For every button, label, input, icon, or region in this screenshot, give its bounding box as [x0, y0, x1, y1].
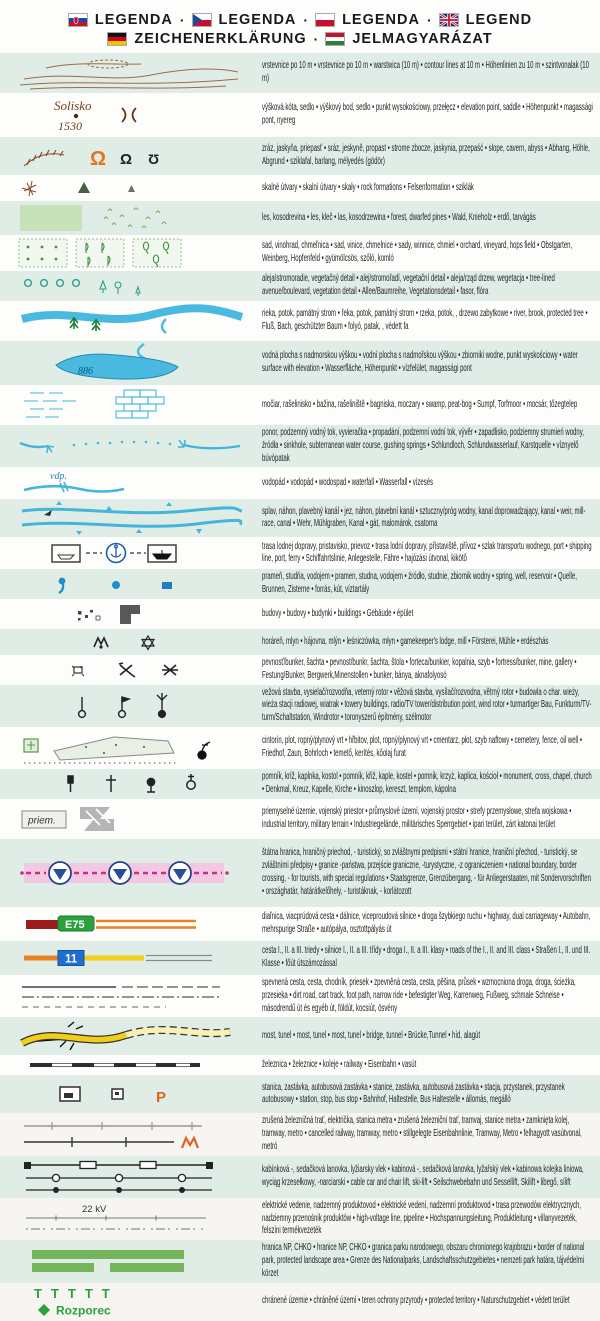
legend-row	[0, 1055, 600, 1075]
dirt-road-icon	[16, 980, 246, 1012]
legend-text: most, tunel • most, tunel • most, tunel • bridge, tunnel • Brücke,Tunnel • híd, alagút	[262, 1029, 481, 1041]
legend-text: rieka, potok, pamätný strom • řeka, potok, památný strom • rzeka, potok, , drzewo zabytkowe • river, brook, protected tree • Fluß, Bach, geschützter Baum • folyó, patak, , védett fa	[262, 308, 588, 332]
legend-rows	[0, 53, 600, 1321]
flag-slovakia-icon	[68, 13, 88, 27]
legend-row	[0, 1240, 600, 1282]
svg-text:Rozporec: Rozporec	[56, 1303, 111, 1318]
legend-row	[0, 1113, 600, 1155]
svg-text:Ω: Ω	[90, 148, 107, 170]
svg-text:Solisko: Solisko	[54, 98, 92, 113]
svg-text:Ʊ: Ʊ	[148, 151, 160, 167]
legend-row	[0, 537, 600, 569]
legend-text: vodná plocha s nadmorskou výškou • vodní plocha s nadmořskou výškou • zbiorniki wodne, punkt wyskościowy • water surface with elevation • Wasserfläche, Höhenpunkt • vízfelület, magassági pont	[262, 350, 578, 374]
cemetery-oilwell-icon	[16, 729, 246, 767]
legend-text: diaľnica, viacprúdová cesta • dálnice, viceproudová silnice • droga šzybkiego ruchu • highway, dual carriageway • Autobahn, mehrspurige Straße • autópálya, osztottpályás út	[262, 911, 591, 935]
legend-row	[0, 467, 600, 499]
legend-text: les, kosodrevina • les, kleč • las, kosodrzewina • forest, dwarfed pines • Wald, Knieholz • erdő, tarvágás	[262, 211, 536, 223]
water-surface-icon	[16, 343, 246, 383]
orchard-vineyard-icon	[16, 237, 246, 269]
legend-text: zráz, jaskyňa, priepasť • sráz, jeskyně, propast • strome zbocze, jaskynia, przepaść • slope, cavern, abyss • Abhang, Höhle, Abgrund • sziklafal, barlang, mélyedés (gödör)	[262, 143, 590, 167]
legend-text: ponor, podzemný vodný tok, vyvieračka • propadání, podzemní vodní tok, vývěr • zapadlisko, podziemny strumień wodny, źródła • sinkhole, subterranean water course, gushing springs • Schlundloch, Schlundwasserlauf, Karstquelle • víznyelő búvópatak	[262, 427, 584, 464]
legend-text: cesta I., II. a III. triedy • silnice I., II. a III. třídy • droga I., II. a III. klasy • roads of the I., II. and III. class • Straßen I., II. und III. Klasse • főút útszámozással	[262, 945, 591, 969]
buildings-icon	[16, 601, 246, 627]
legend-row	[0, 385, 600, 425]
legend-text: železnica • železnice • koleje • railway • Eisenbahn • vasút	[262, 1058, 417, 1070]
legend-row	[0, 769, 600, 799]
svg-text:22 kV: 22 kV	[82, 1203, 107, 1215]
forest-icon	[16, 203, 246, 233]
svg-text:1530: 1530	[58, 119, 82, 133]
industrial-military-icon	[16, 801, 246, 837]
svg-text:Ω: Ω	[120, 151, 133, 168]
contour-lines-icon	[16, 55, 246, 91]
legend-text: prameň, studňa, vodojem • pramen, studna, vodojem • źródło, studnie, zbiornik wodny • spring, well, reservoir • Quelle, Brunnen, Zisterne • forrás, kút, víztartály	[262, 571, 577, 596]
legend-row	[0, 629, 600, 655]
railway-icon	[16, 1057, 246, 1073]
legend-row	[0, 655, 600, 685]
svg-text:11: 11	[65, 953, 78, 966]
legend-text: priemyselné územie, vojenský priestor • průmyslové území, vojenský prostor • strefy przemysłowe, strefa wojskowa • industrial territory, military terrain • Industriegelände, militärisches Sperrgebiet • ipari terület, zárt katonai terület	[262, 806, 572, 830]
border-crossing-icon	[16, 841, 246, 905]
legend-text: elektrické vedenie, nadzemný produktovod • elektrické vedení, nadzemní produktovod • trasa przewodów elektrycznych, nadziemny przenośnik produktów • high-voltage line, pipeline • Hochspannungsleitung, Produktleitung • villanyvezeték, felszíni termékvezeték	[262, 1199, 582, 1237]
svg-text:vdp.: vdp.	[50, 471, 67, 483]
legend-row	[0, 975, 600, 1017]
legend-row	[0, 271, 600, 301]
legend-text: pomník, kríž, kaplnka, kostol • pomník, křiž, kaple, kostel • pomnik, krzyż, kaplica, kościoł • monument, cross, chapel, church • Denkmal, Kreuz, Kapelle, Kirche • kinoszlop, kereszt, templom, kápolna	[262, 771, 592, 795]
cablecar-icon	[16, 1158, 246, 1196]
legend-text: skalné útvary • skalní útvary • skały • rock formations • Felsenformation • sziklák	[262, 181, 474, 193]
station-icon	[16, 1077, 246, 1111]
highway-icon	[16, 909, 246, 939]
header-word: JELMAGYARÁZAT	[352, 31, 493, 47]
legend-row	[0, 1283, 600, 1321]
legend-row	[0, 839, 600, 907]
legend-text: cintorín, plot, ropný/plynový vrt • hřbitov, plot, ropný/plynový vrt • cmentarz, płot, szyb naftowy • cemetery, fence, oil well • Friedhof, Zaun, Bohrloch • temető, kerítés, kőolaj furat	[262, 735, 582, 759]
elevation-saddle-icon	[16, 95, 246, 135]
powerline-icon	[16, 1202, 246, 1236]
legend-row	[0, 907, 600, 941]
legend-text: kabínková -, sedačková lanovka, lyžiarsky vlek • kabinová -, sedačková lanovka, lyžařský vlek • kabinowa kolejka liniowa, wyciąg krzesełkowy, -narciarski • cable car and chair lift, ski-lift • Seilschwebebahn und Sessellift, Skilift • libegő, sílift	[262, 1163, 584, 1188]
legend-row	[0, 599, 600, 629]
rock-formations-icon	[16, 177, 246, 199]
flag-germany-icon	[107, 32, 127, 46]
protected-area-icon	[16, 1285, 246, 1319]
road-classes-icon	[16, 943, 246, 973]
legend-row	[0, 53, 600, 93]
swamp-icon	[16, 387, 246, 423]
legend-text: hranica NP, CHKO • hranice NP, CHKO • granica parku narodowego, obszaru chronionego krajobrazu • border of national park, protected landscape area • Grenze des Nationalparks, Landschaftsschutzgebietes • nemzeti park határa, tájvédelmi körzet	[262, 1242, 585, 1279]
legend-row	[0, 301, 600, 341]
legend-text: trasa lodnej dopravy, pristavisko, prievoz • trasa lodní dopravy, přístaviště, přívoz • szlak transportu wodnego, port • shipping line, port, ferry • Schiffahrtslinie, Anlegestelle, Fähre • hajózási útvonal, kikötő	[262, 540, 592, 565]
legend-row	[0, 1198, 600, 1240]
legend-row	[0, 799, 600, 839]
header-word: LEGEND	[465, 12, 533, 28]
legend-row	[0, 499, 600, 537]
legend-text: močiar, rašelinisko • bažina, rašeliniště • bagniska, moczary • swamp, peat-bog • Sumpf, Torfmoor • mocsár, tőzegtelep	[262, 398, 578, 410]
legend-row	[0, 175, 600, 201]
header-word: ZEICHENERKLÄRUNG	[134, 31, 307, 47]
legend-text: vodopád • vodopád • wodospad • waterfall • Wasserfall • vízesés	[262, 476, 434, 488]
header-line-2: ZEICHENERKLÄRUNG · JELMAGYARÁZAT	[0, 31, 600, 47]
bridge-tunnel-icon	[16, 1019, 246, 1053]
legend-row	[0, 727, 600, 769]
legend-text: vrstevnice po 10 m • vrstevnice po 10 m • warstwica (10 m) • contour lines at 10 m • Höhenlinien zu 10 m • szintvonalak (10 m)	[262, 60, 589, 84]
legend-text: aleja/stromoradie, vegetačný detail • alej/stromořadí, vegetační detail • aleja/rząd drzew, wegetacja • tree-lined avenue/boulevard, vegetation detail • Allee/Baumreihe, Vegetationsdetail • fasor, flóra	[262, 273, 555, 297]
svg-text:priem.: priem.	[28, 815, 56, 827]
tree-avenue-icon	[16, 273, 246, 299]
legend-text: štátna hranica, hraničný priechod, - turistický, so zvláštnymi predpismi • státní hranice, hraniční přechod, - turistický, se zvláštními předpisy • granice -państwa, przejście graniczne, -turystyczne, -z ograniczeniem • national boundary, border crossing, - for tourists, with special regulations • Staatsgrenze, Grenzübergang, - für Anliegerstaaten, mit Sondervorschriften • országhatár, határátkelőhely, - turistáknak, - korlátozott	[262, 847, 591, 897]
legend-row	[0, 1156, 600, 1198]
monument-church-icon	[16, 771, 246, 797]
waterfall-icon	[16, 469, 246, 497]
legend-text: budovy • budovy • budynki • buildings • Gebäude • épület	[262, 607, 414, 619]
legend-row	[0, 1017, 600, 1055]
spring-well-icon	[16, 573, 246, 595]
legend-row	[0, 201, 600, 235]
legend-text: výšková kóta, sedlo • výškový bod, sedlo • punkt wysokościowy, przełęcz • elevation point, saddle • Höhenpunkt • magassági pont, nyereg	[262, 102, 593, 126]
legend-row	[0, 941, 600, 975]
legend-header	[0, 0, 600, 53]
header-word: LEGENDA	[342, 12, 420, 28]
legend-row	[0, 137, 600, 175]
header-word: LEGENDA	[218, 12, 297, 28]
legend-text: zrušená železničná trať, električka, stanica metra • zrušená železniční trať, tramvaj, stanice metra • zamknięta kolej, tramway, metro • cancelled railway, tramway, metro • stillgelegte Eisenbahnlinie, Tramway, Metro • felhagyott vasútvonal, metró	[262, 1115, 582, 1152]
header-word: LEGENDA	[94, 12, 173, 28]
svg-text:TTTTT: TTTTT	[34, 1285, 119, 1301]
legend-row	[0, 425, 600, 467]
sinkhole-icon	[16, 431, 246, 461]
legend-text: splav, náhon, plavebný kanál • jez, náhon, plavební kanál • sztuczny/próg wodny, kanal doprowadzający, kanal • weir, mill-race, canal • Wehr, Mühlgraben, Kanal • gát, malomárok, csatorna	[262, 505, 586, 530]
svg-text:886: 886	[78, 366, 93, 377]
legend-row	[0, 1075, 600, 1113]
flag-uk-icon	[439, 13, 459, 27]
legend-text: spevnená cesta, cesta, chodník, priesek • zpevněná cesta, cesta, pěšina, průsek • wzmocniona droga, droga, ścieżka, przesieka • dirt road, cart track, foot path, narrow ride • befestigter Weg, Karrenweg, Fußweg, schmale Schneise • másodrendű út és egyéb út, földút, kocsiút, ösvény	[262, 976, 576, 1014]
weir-canal-icon	[16, 501, 246, 535]
legend-row	[0, 569, 600, 599]
legend-text: pevnosť/bunker, šachta • pevnost/bunkr, šachta, štola • forteca/bunkier, kopalnia, szyb • fortress/bunker, mine, gallery • Festung/Bunker, Bergwerk,Minenstollen • bunker, bánya, aknafolyosó	[262, 656, 577, 681]
legend-row	[0, 685, 600, 727]
header-line-1: LEGENDA · LEGENDA · LEGENDA · LEGEND	[0, 12, 600, 28]
cancelled-railway-icon	[16, 1117, 246, 1153]
legend-row	[0, 235, 600, 271]
legend-text: vežová stavba, vysielač/rozvodňa, veterný rotor • věžová stavba, vysílač/rozvodna, větrný rotor • budowla o char. wieży, wieża stacji radiowej, wiatrak • towery buildings, radio/TV tower/distribution point, wind rotor • turmartiger Bau, Funkturm/TV-turm/Schaltstation, Windrotor • toronyszerű építmény, szélmotor	[262, 686, 592, 724]
legend-text: stanica, zastávka, autobusová zastávka • stanice, zastávka, autobusová zastávka • stacja, przystanek, przystanek autobusowy • station, stop, bus stop • Bahnhof, Haltestelle, Bus Haltestelle • állomás, megálló	[262, 1081, 565, 1106]
legend-text: horáreň, mlyn • hájovna, mlýn • leśniczówka, młyn • gamekeeper's lodge, mill • Försterei, Mühle • erdészhás	[262, 635, 549, 647]
legend-text: sad, vinohrad, chmeľnica • sad, vinice, chmelnice • sady, winnice, chmiel • orchard, vineyard, hops field • Obstgarten, Weinberg, Hopfenfeld • gyümölcsös, szőló, komló	[262, 240, 573, 264]
legend-text: chránené územie • chráněné území • teren ochrony przyrody • protected territory • Naturschutzgebiet • védett terület	[262, 1295, 570, 1307]
svg-text:P: P	[156, 1089, 167, 1107]
legend-row	[0, 341, 600, 385]
slope-cave-icon	[16, 139, 246, 173]
flag-poland-icon	[315, 13, 335, 27]
river-tree-icon	[16, 303, 246, 339]
national-park-border-icon	[16, 1246, 246, 1276]
flag-czech-icon	[192, 13, 212, 27]
lodge-mill-icon	[16, 631, 246, 653]
shipping-ferry-icon	[16, 539, 246, 567]
tower-icon	[16, 688, 246, 724]
flag-hungary-icon	[325, 32, 345, 46]
fortress-mine-icon	[16, 658, 246, 682]
legend-row	[0, 93, 600, 137]
svg-text:E75: E75	[65, 918, 85, 931]
